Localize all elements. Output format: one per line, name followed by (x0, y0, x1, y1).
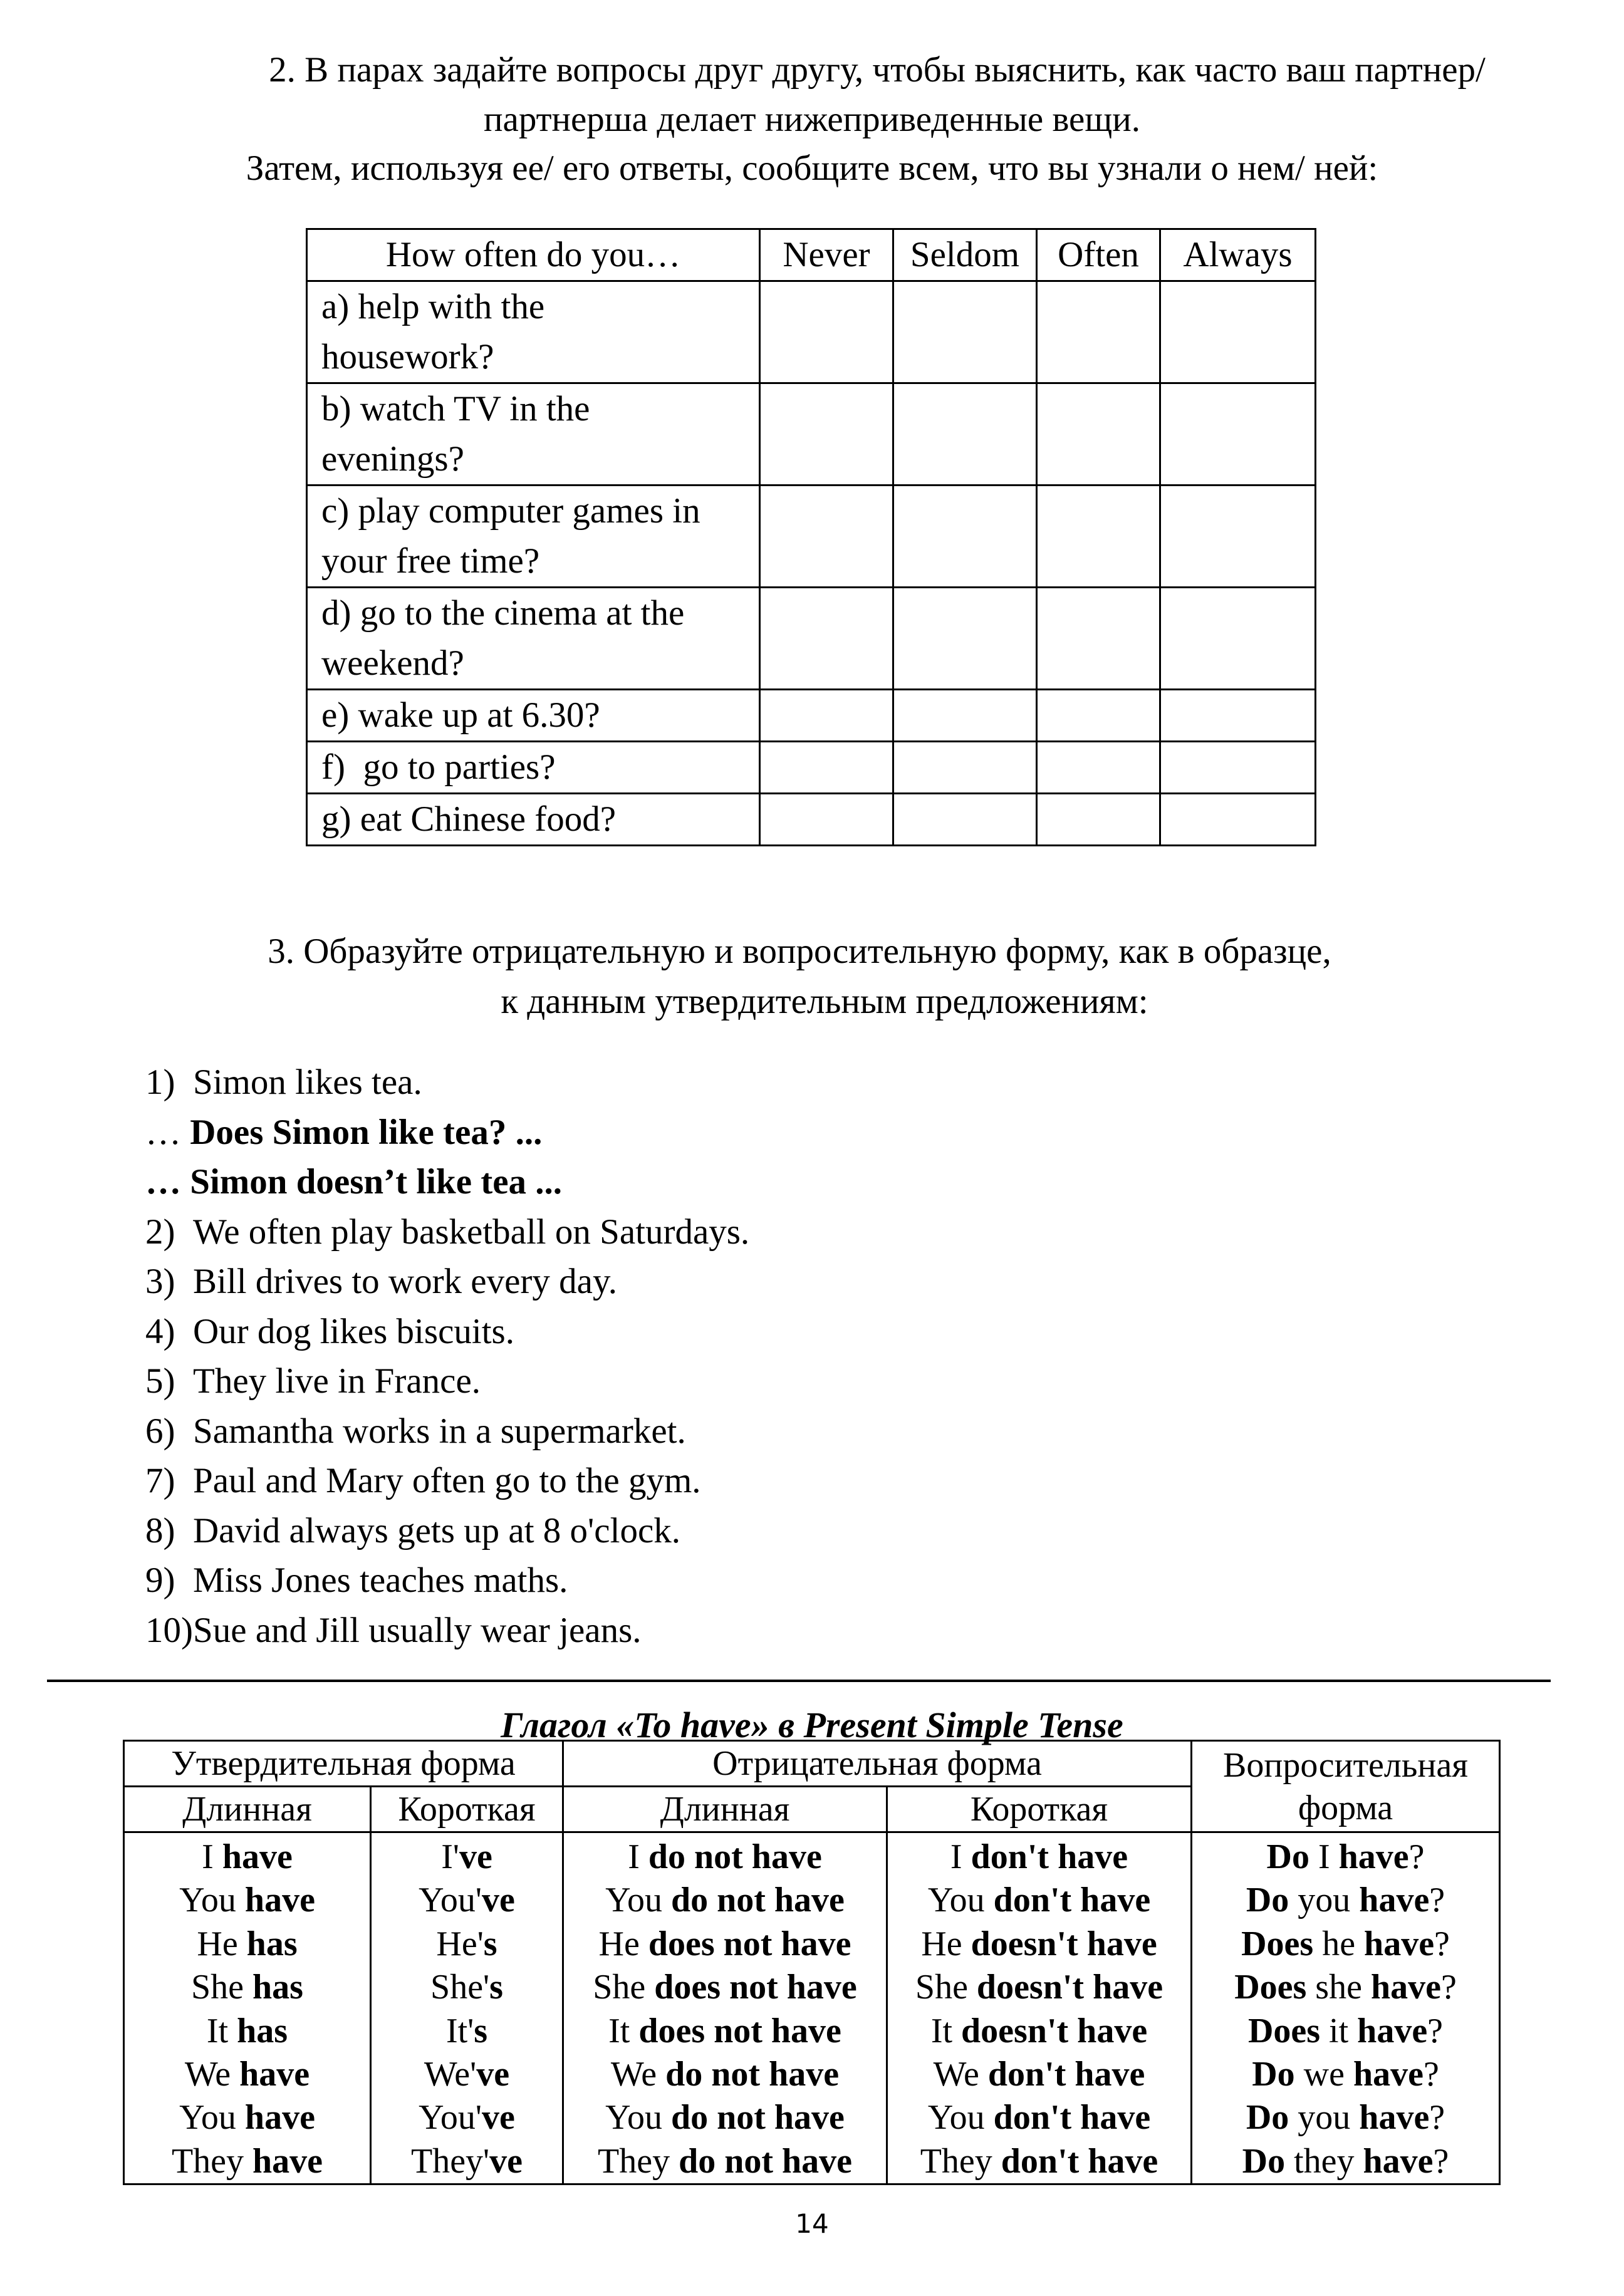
form-text: you (1289, 2098, 1360, 2138)
table-row (307, 794, 1316, 846)
verb-form-bold: have (1359, 1881, 1430, 1920)
conjugation-form (125, 2053, 370, 2096)
conjugation-form (888, 1836, 1190, 1879)
form-text: ? (1429, 1881, 1445, 1920)
page-number: 14 (795, 2208, 829, 2239)
verb-form-bold: Do (1246, 2098, 1289, 2138)
form-text: we (1294, 2055, 1353, 2094)
form-text: You (927, 2098, 994, 2138)
verb-form-bold: have (239, 2055, 310, 2094)
answer-cell-seldom[interactable] (893, 690, 1037, 742)
form-text: He (598, 1924, 648, 1963)
conjugation-form (1192, 2140, 1499, 2183)
conjugation-form (125, 1966, 370, 2009)
table-row (307, 690, 1316, 742)
verb-form-bold: do not have (670, 1881, 845, 1920)
item-text: Samantha works in a supermarket. (193, 1411, 686, 1451)
verb-form-bold: have (1359, 2098, 1430, 2138)
question-text: housework? (321, 337, 494, 377)
exercise-2-instruction-line-1: 2. В парах задайте вопросы друг другу, чтобы выяснить, как часто ваш партнер/ (269, 50, 1486, 90)
affirmative-short-column (371, 1832, 563, 2184)
verb-form-bold: does not have (638, 2011, 841, 2050)
form-text: They (920, 2141, 1001, 2181)
item-number: 3) (145, 1262, 175, 1301)
item-number: 2) (145, 1212, 175, 1252)
conjugation-form (564, 1923, 886, 1966)
form-text: She' (430, 1968, 490, 2007)
list-item (145, 1207, 749, 1257)
conjugation-form (125, 1879, 370, 1922)
item-number: 8) (145, 1510, 175, 1551)
form-text: He' (436, 1924, 484, 1963)
answer-cell-often[interactable] (1037, 486, 1160, 588)
verb-form-bold: Does (1247, 2011, 1321, 2050)
item-text: They live in France. (193, 1361, 481, 1401)
question-cell (307, 281, 760, 383)
form-text: I (202, 1837, 222, 1876)
conjugation-form (1192, 1836, 1499, 1879)
table-row (307, 486, 1316, 588)
conjugation-form (564, 2010, 886, 2053)
question-cell: e) wake up at 6.30? (307, 690, 760, 742)
question-cell: g) eat Chinese food? (307, 794, 760, 846)
verb-form-bold: doesn't have (961, 2011, 1148, 2050)
table-header-row (124, 1741, 1500, 1787)
verb-form-bold: have (1353, 2055, 1424, 2094)
verb-form-bold: have (1357, 2011, 1428, 2050)
verb-form-bold: ve (459, 1837, 492, 1876)
item-number: 5) (145, 1361, 175, 1401)
answer-cell-never[interactable] (760, 794, 893, 846)
item-number: 10) (145, 1610, 193, 1650)
verb-form-bold: has (237, 2011, 288, 2050)
question-text: your free time? (321, 541, 540, 581)
verb-form-bold: doesn't have (976, 1968, 1163, 2007)
form-text: ? (1433, 2141, 1449, 2181)
form-text: It' (445, 2011, 474, 2050)
form-text: she (1306, 1968, 1371, 2007)
form-text: They (171, 2141, 253, 2181)
form-text: She (593, 1968, 655, 2007)
verb-form-bold: don't have (993, 1881, 1151, 1920)
example-negative: … Simon doesn’t like tea ... (145, 1162, 563, 1202)
form-text: you (1289, 1881, 1360, 1920)
header-text: форма (1298, 1788, 1393, 1827)
verb-form-bold: Do (1252, 2055, 1295, 2094)
form-text: ? (1434, 1924, 1450, 1963)
conjugation-form (564, 2140, 886, 2183)
form-text: It (930, 2011, 962, 2050)
item-text: Sue and Jill usually wear jeans. (193, 1610, 642, 1650)
form-text: We (933, 2055, 988, 2094)
form-text: ? (1423, 2055, 1439, 2094)
table-header-row (307, 229, 1316, 281)
item-number: 9) (145, 1561, 175, 1600)
form-text: ? (1427, 2011, 1444, 2050)
question-text: b) watch TV in the (321, 389, 590, 429)
verb-form-bold: do not have (665, 2055, 840, 2094)
answer-cell-often[interactable] (1037, 690, 1160, 742)
item-number: 1) (145, 1062, 175, 1102)
answer-cell-seldom[interactable] (893, 486, 1037, 588)
conjugation-form (564, 1966, 886, 2009)
subheader-affirmative-long: Длинная (124, 1787, 371, 1832)
subheader-negative-short: Короткая (887, 1787, 1192, 1832)
question-cell: f) go to parties? (307, 742, 760, 794)
verb-form-bold: ve (476, 2055, 510, 2094)
verb-form-bold: ve (489, 2141, 523, 2181)
negative-long-column (563, 1832, 887, 2184)
question-cell (307, 486, 760, 588)
answer-cell-always[interactable] (1160, 588, 1316, 690)
conjugation-form (888, 1923, 1190, 1966)
conjugation-form (888, 2140, 1190, 2183)
answer-cell-seldom[interactable] (893, 281, 1037, 383)
verb-form-bold: ve (482, 1881, 515, 1920)
conjugation-form (888, 2010, 1190, 2053)
verb-form-bold: don't have (993, 2098, 1151, 2138)
list-item (145, 1506, 749, 1556)
conjugation-form (372, 1879, 562, 1922)
answer-cell-always[interactable] (1160, 742, 1316, 794)
conjugation-form (125, 2140, 370, 2183)
verb-form-bold: has (252, 1968, 303, 2007)
verb-form-bold: have (244, 2098, 315, 2138)
conjugation-form (372, 1966, 562, 2009)
conjugation-form (888, 2096, 1190, 2139)
answer-cell-never[interactable] (760, 690, 893, 742)
answer-cell-seldom[interactable] (893, 794, 1037, 846)
form-text: It (206, 2011, 237, 2050)
verb-form-bold: have (1364, 1924, 1435, 1963)
header-negative-form: Отрицательная форма (563, 1741, 1192, 1787)
conjugation-form (125, 2096, 370, 2139)
form-text: it (1320, 2011, 1358, 2050)
list-item (145, 1057, 749, 1108)
conjugation-form (372, 2053, 562, 2096)
exercise-2-instruction-line-2: партнерша делает нижеприведенные вещи. (484, 100, 1140, 139)
affirmative-long-column (124, 1832, 371, 2184)
column-header-seldom: Seldom (893, 229, 1037, 281)
form-text: It (608, 2011, 639, 2050)
verb-form-bold: have (1338, 1837, 1409, 1876)
answer-cell-seldom[interactable] (893, 742, 1037, 794)
conjugation-form (372, 2096, 562, 2139)
answer-cell-always[interactable] (1160, 794, 1316, 846)
verb-form-bold: does not have (648, 1924, 851, 1963)
form-text: I' (441, 1837, 459, 1876)
item-text: Paul and Mary often go to the gym. (193, 1461, 701, 1500)
verb-form-bold: do not have (670, 2098, 845, 2138)
answer-cell-seldom[interactable] (893, 383, 1037, 486)
table-row (307, 383, 1316, 486)
question-cell (307, 383, 760, 486)
list-item (145, 1556, 749, 1606)
to-have-title: Глагол «To have» в Present Simple Tense (501, 1705, 1123, 1745)
section-divider (47, 1680, 1551, 1682)
item-text: Simon likes tea. (193, 1062, 422, 1102)
exercise-3-instruction-line-1: 3. Образуйте отрицательную и вопросительную форму, как в образце, (268, 932, 1331, 971)
form-text: You' (419, 2098, 482, 2138)
to-have-conjugation-table (123, 1740, 1501, 2185)
example-question (145, 1108, 749, 1158)
verb-form-bold: have (252, 2141, 323, 2181)
list-item (145, 1257, 749, 1307)
answer-cell-always[interactable] (1160, 486, 1316, 588)
form-text: We (610, 2055, 666, 2094)
exercise-2-instruction-line-3: Затем, используя ее/ его ответы, сообщите всем, что вы узнали о нем/ ней: (246, 148, 1378, 188)
conjugation-form (564, 2096, 886, 2139)
form-text: ? (1408, 1837, 1425, 1876)
form-text: You (179, 1881, 245, 1920)
table-row (307, 281, 1316, 383)
item-text: David always gets up at 8 o'clock. (193, 1510, 680, 1551)
header-affirmative-form: Утвердительная форма (124, 1741, 563, 1787)
answer-cell-always[interactable] (1160, 383, 1316, 486)
subheader-negative-long: Длинная (563, 1787, 887, 1832)
conjugation-form (888, 1879, 1190, 1922)
answer-cell-often[interactable] (1037, 742, 1160, 794)
conjugation-form (125, 1923, 370, 1966)
list-item (145, 1356, 749, 1406)
conjugation-form (372, 2140, 562, 2183)
form-text: We' (424, 2055, 477, 2094)
form-text: You (179, 2098, 245, 2138)
ellipsis-prefix: … (145, 1112, 190, 1152)
form-text: You (605, 2098, 671, 2138)
answer-cell-never[interactable] (760, 383, 893, 486)
verb-form-bold: don't have (971, 1837, 1128, 1876)
list-item (145, 1456, 749, 1506)
conjugation-form (888, 1966, 1190, 2009)
form-text: You' (419, 1881, 482, 1920)
form-text: ? (1429, 2098, 1445, 2138)
answer-cell-often[interactable] (1037, 794, 1160, 846)
form-text: I (1309, 1837, 1339, 1876)
verb-form-bold: do not have (679, 2141, 852, 2181)
subheader-affirmative-short: Короткая (371, 1787, 563, 1832)
table-row (307, 588, 1316, 690)
conjugation-form (1192, 1966, 1499, 2009)
item-number: 4) (145, 1311, 175, 1351)
verb-form-bold: have (222, 1837, 293, 1876)
interrogative-column (1192, 1832, 1500, 2184)
answer-cell-always[interactable] (1160, 281, 1316, 383)
verb-form-bold: don't have (987, 2055, 1145, 2094)
conjugation-form (1192, 2010, 1499, 2053)
list-item (145, 1606, 749, 1656)
exercise-3-instruction-line-2: к данным утвердительным предложениям: (501, 982, 1148, 1021)
conjugation-form (1192, 2096, 1499, 2139)
question-cell (307, 588, 760, 690)
verb-form-bold: ve (482, 2098, 515, 2138)
form-text: You (927, 1881, 994, 1920)
header-text: Вопросительная (1223, 1745, 1468, 1785)
form-text: I (628, 1837, 648, 1876)
frequency-survey-table (306, 228, 1316, 846)
verb-form-bold: do not have (648, 1837, 822, 1876)
answer-cell-often[interactable] (1037, 281, 1160, 383)
question-text: weekend? (321, 643, 464, 683)
question-text: c) play computer games in (321, 491, 700, 531)
conjugation-form (372, 1836, 562, 1879)
verb-form-bold: Do (1242, 2141, 1286, 2181)
example-question-text: Does Simon like tea? ... (190, 1112, 543, 1152)
table-row (307, 742, 1316, 794)
verb-form-bold: Do (1266, 1837, 1309, 1876)
conjugation-form (888, 2053, 1190, 2096)
form-text: He (921, 1924, 971, 1963)
form-text: They' (410, 2141, 490, 2181)
answer-cell-seldom[interactable] (893, 588, 1037, 690)
conjugation-form (564, 2053, 886, 2096)
column-header-always: Always (1160, 229, 1316, 281)
form-text: She (191, 1968, 253, 2007)
form-text: They (598, 2141, 679, 2181)
header-interrogative-form (1192, 1741, 1500, 1832)
verb-form-bold: s (474, 2011, 488, 2050)
conjugation-form (1192, 2053, 1499, 2096)
verb-form-bold: doesn't have (971, 1924, 1157, 1963)
conjugation-form (372, 1923, 562, 1966)
conjugation-form (1192, 1879, 1499, 1922)
list-item (145, 1406, 749, 1457)
answer-cell-never[interactable] (760, 742, 893, 794)
form-text: they (1285, 2141, 1363, 2181)
conjugation-form (372, 2010, 562, 2053)
answer-cell-often[interactable] (1037, 588, 1160, 690)
conjugation-form (125, 2010, 370, 2053)
verb-form-bold: s (483, 1924, 497, 1963)
item-text: We often play basketball on Saturdays. (193, 1212, 750, 1252)
item-number: 7) (145, 1461, 175, 1500)
verb-form-bold: Do (1246, 1881, 1289, 1920)
item-number: 6) (145, 1411, 175, 1451)
conjugation-form (564, 1836, 886, 1879)
verb-form-bold: Does (1234, 1968, 1307, 2007)
table-body-row (124, 1832, 1500, 2184)
answer-cell-often[interactable] (1037, 383, 1160, 486)
conjugation-form (125, 1836, 370, 1879)
question-text: d) go to the cinema at the (321, 593, 685, 633)
conjugation-form (564, 1879, 886, 1922)
column-header-never: Never (760, 229, 893, 281)
form-text: he (1313, 1924, 1365, 1963)
conjugation-form (1192, 1923, 1499, 1966)
form-text: We (184, 2055, 240, 2094)
list-item (145, 1307, 749, 1357)
form-text: I (950, 1837, 971, 1876)
answer-cell-never[interactable] (760, 588, 893, 690)
form-text: She (915, 1968, 977, 2007)
item-text: Bill drives to work every day. (193, 1262, 617, 1301)
verb-form-bold: has (246, 1924, 298, 1963)
form-text: He (197, 1924, 247, 1963)
column-header-often: Often (1037, 229, 1160, 281)
verb-form-bold: don't have (1001, 2141, 1158, 2181)
verb-form-bold: Does (1241, 1924, 1314, 1963)
question-text: a) help with the (321, 287, 545, 326)
answer-cell-never[interactable] (760, 281, 893, 383)
verb-form-bold: s (489, 1968, 503, 2007)
answer-cell-always[interactable] (1160, 690, 1316, 742)
verb-form-bold: have (1370, 1968, 1441, 2007)
form-text: ? (1440, 1968, 1457, 2007)
form-text: You (605, 1881, 671, 1920)
question-text: evenings? (321, 439, 464, 479)
verb-form-bold: have (244, 1881, 315, 1920)
exercise-3-sentence-list (145, 1057, 749, 1655)
answer-cell-never[interactable] (760, 486, 893, 588)
item-text: Our dog likes biscuits. (193, 1311, 514, 1351)
column-header-question: How often do you… (307, 229, 760, 281)
negative-short-column (887, 1832, 1192, 2184)
verb-form-bold: does not have (654, 1968, 857, 2007)
item-text: Miss Jones teaches maths. (193, 1561, 568, 1600)
verb-form-bold: have (1363, 2141, 1434, 2181)
